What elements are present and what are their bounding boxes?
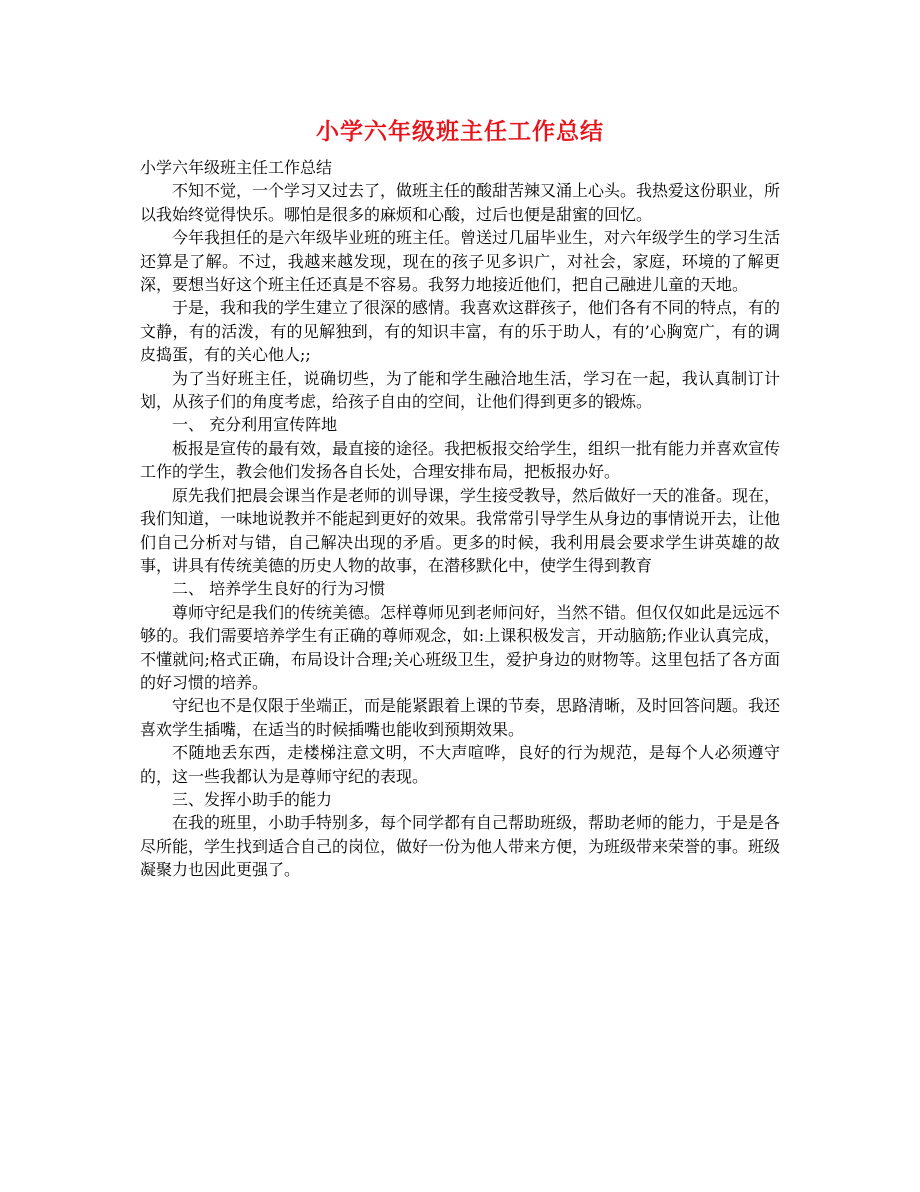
paragraph-role: 今年我担任的是六年级毕业班的班主任。曾送过几届毕业生，对六年级学生的学习生活还算是了解。不过，我越来越发现，现在的孩子见多识广，对社会，家庭，环境的了解更深，要想当好这个班主任还真是不容易。我努力地接近他们，把自己融进儿童的天地。 — [140, 228, 781, 295]
document-title: 小学六年级班主任工作总结 — [316, 118, 604, 145]
paragraph-behavior: 不随地丢东西，走楼梯注意文明，不大声喧哗，良好的行为规范，是每个人必须遵守的，这一些我都认为是尊师守纪的表现。 — [140, 743, 780, 786]
paragraph-relationship: 于是，我和我的学生建立了很深的感情。我喜欢这群孩子，他们各有不同的特点，有的文静，有的活泼，有的见解独到，有的知识丰富，有的乐于助人，有的’心胸宽广，有的调皮捣蛋，有的关心他人;; — [140, 298, 781, 365]
section-heading-2: 二、 培养学生良好的行为习惯 — [172, 579, 386, 599]
section-heading-1: 一、 充分利用宣传阵地 — [172, 415, 338, 435]
section-heading-3: 三、发挥小助手的能力 — [172, 789, 333, 809]
paragraph-discipline: 守纪也不是仅限于坐端正，而是能紧跟着上课的节奏，思路清晰，及时回答问题。我还喜欢学生插嘴，在适当的时候插嘴也能收到预期效果。 — [140, 696, 781, 739]
paragraph-helpers: 在我的班里，小助手特别多，每个同学都有自己帮助班级，帮助老师的能力，于是是各尽所能，学生找到适合自己的岗位，做好一份为他人带来方便，为班级带来荣誉的事。班级凝聚力也因此更强了。 — [140, 813, 781, 880]
paragraph-plan: 为了当好班主任，说确切些，为了能和学生融洽地生活，学习在一起，我认真制订计划，从孩子们的角度考虑，给孩子自由的空间，让他们得到更多的锻炼。 — [140, 368, 780, 412]
paragraph-blackboard: 板报是宣传的最有效，最直接的途径。我把板报交给学生，组织一批有能力并喜欢宣传工作的学生，教会他们发扬各自长处，合理安排布局，把板报办好。 — [140, 438, 781, 482]
document-body — [140, 156, 780, 882]
paragraph-respect: 尊师守纪是我们的传统美德。怎样尊师见到老师问好，当然不错。但仅仅如此是远远不够的。我们需要培养学生有正确的尊师观念，如:上课积极发言，开动脑筋;作业认真完成，不懂就问;格式正确，布局设计合理;关心班级卫生，爱护身边的财物等。这里包括了各方面的好习惯的培养。 — [140, 602, 781, 692]
document-subtitle: 小学六年级班主任工作总结 — [140, 158, 333, 177]
paragraph-morning-meeting: 原先我们把晨会课当作是老师的训导课，学生接受教导，然后做好一天的准备。现在，我们知道，一味地说教并不能起到更好的效果。我常常引导学生从身边的事情说开去，让他们自己分析对与错，自己解决出现的矛盾。更多的时候，我利用晨会要求学生讲英雄的故事，讲具有传统美德的历史人物的故事，在潜移默化中，使学生得到教育 — [140, 485, 781, 575]
paragraph-intro: 不知不觉，一个学习又过去了，做班主任的酸甜苦辣又涌上心头。我热爱这份职业，所以我始终觉得快乐。哪怕是很多的麻烦和心酸，过后也便是甜蜜的回忆。 — [140, 181, 781, 224]
